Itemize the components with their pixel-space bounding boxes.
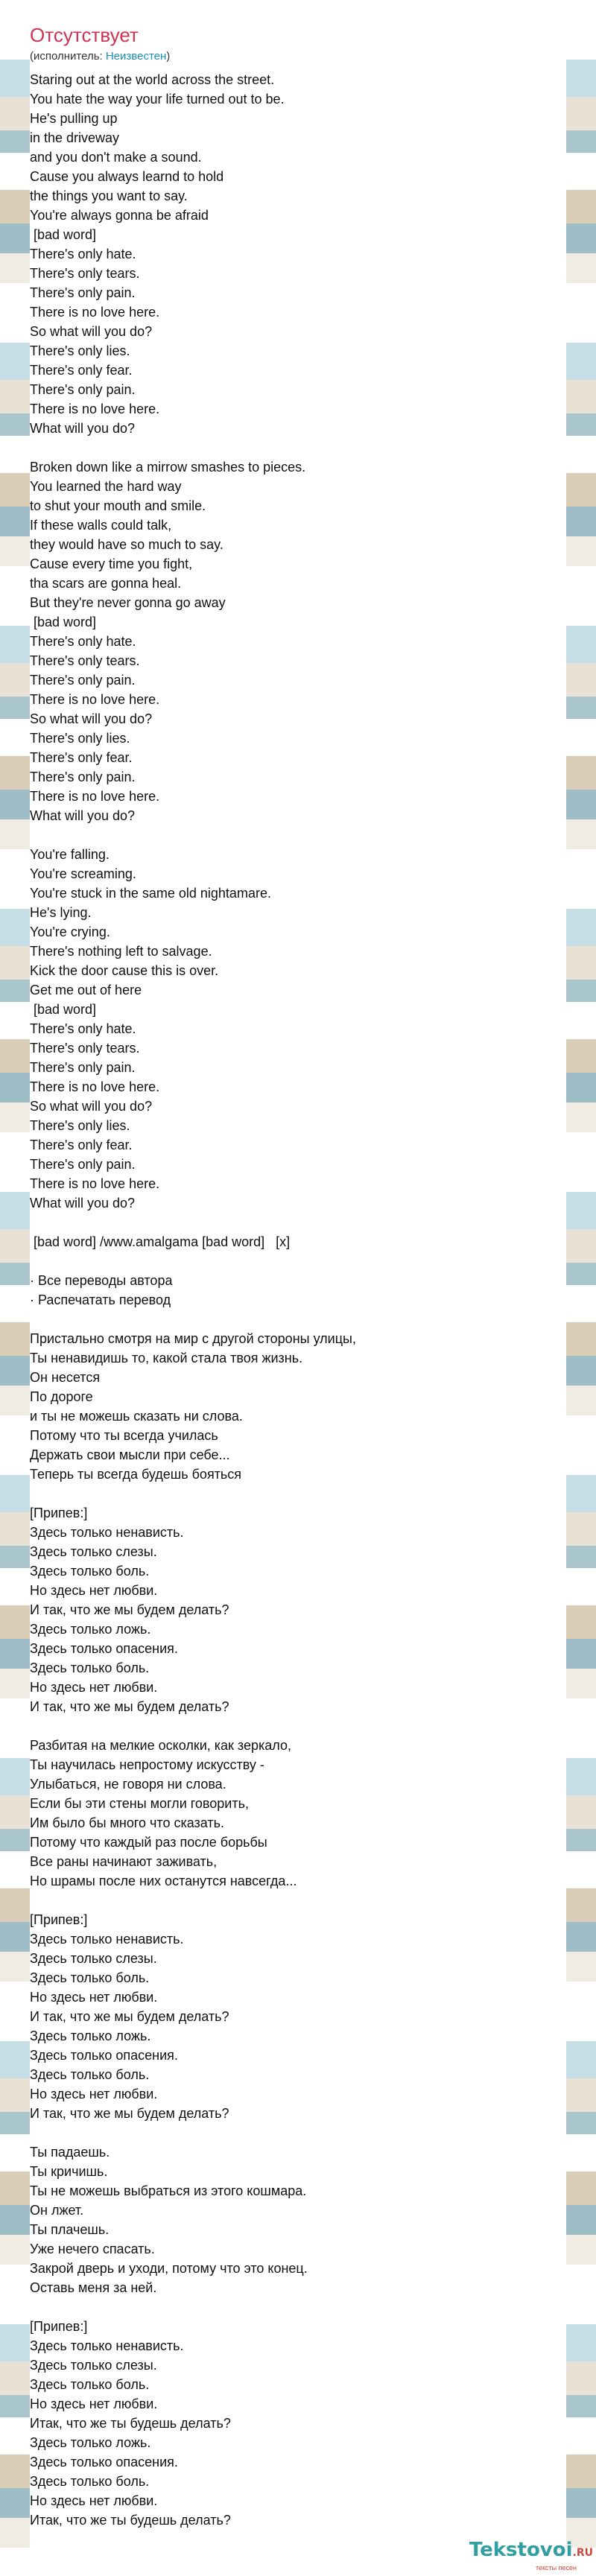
original-lyric-line: [bad word] [30, 227, 97, 242]
translation-lyric-line: Улыбаться, не говоря ни слова. [30, 1777, 226, 1792]
performer-suffix: ) [166, 50, 171, 63]
original-lyric-line: So what will you do? [30, 324, 153, 339]
original-lyric-line: There is no love here. [30, 305, 160, 320]
translation-lyric-line: Ты ненавидишь то, какой стала твоя жизнь. [30, 1351, 303, 1365]
translation-lyric-line: Ты научилась непростому искусству - [30, 1757, 264, 1772]
translation-lyric-line: Но здесь нет любви. [30, 1583, 158, 1598]
original-lyric-line: [bad word] /www.amalgama [bad word] [x] [30, 1234, 291, 1249]
decorative-left-band [0, 0, 30, 2576]
all-translations-link[interactable]: · Все переводы автора [30, 1273, 173, 1288]
translation-lyric-line [30, 2297, 566, 2317]
original-lyric-line: There's only hate. [30, 1021, 136, 1036]
original-lyric-line: There is no love here. [30, 1079, 160, 1094]
original-lyric-line: and you don't make a sound. [30, 150, 202, 165]
original-lyric-line: You're stuck in the same old nightamare. [30, 886, 271, 901]
lyrics-page [30, 0, 566, 2576]
translation-lyrics [30, 1310, 566, 2530]
original-lyric-line: the things you want to say. [30, 188, 188, 203]
original-lyric-line: There is no love here. [30, 402, 160, 416]
original-lyric-line: You're screaming. [30, 866, 136, 881]
logo-tagline: тексты песен [535, 2564, 577, 2572]
original-lyric-line: There's nothing left to salvage. [30, 944, 212, 959]
translation-lyric-line: Потому что каждый раз после борьбы [30, 1835, 267, 1850]
translation-lyric-line: Здесь только боль. [30, 1660, 150, 1675]
translation-lyric-line: Здесь только ложь. [30, 2028, 151, 2043]
logo-wordmark [469, 2539, 593, 2564]
translation-lyric-line: Ты плачешь. [30, 2222, 110, 2237]
translation-links [30, 1271, 566, 1310]
translation-lyric-line: Но здесь нет любви. [30, 2396, 158, 2411]
original-lyric-line: Get me out of here [30, 983, 142, 997]
song-title: Отсутствует [30, 24, 139, 46]
translation-lyric-line: Закрой дверь и уходи, потому что это конец. [30, 2261, 308, 2276]
translation-lyric-line: Им было бы много что сказать. [30, 1815, 225, 1830]
original-lyric-line: tha scars are gonna heal. [30, 576, 182, 591]
original-lyric-line: There's only tears. [30, 653, 140, 668]
translation-lyric-line [30, 1716, 566, 1736]
translation-lyric-line [30, 2123, 566, 2142]
performer-link[interactable]: Неизвестен [105, 50, 167, 63]
translation-lyric-line: [Припев:] [30, 1506, 88, 1520]
link-all-translations[interactable] [30, 1271, 566, 1290]
original-lyric-line: You're always gonna be afraid [30, 208, 209, 223]
original-lyric-line: You learned the hard way [30, 479, 182, 494]
translation-lyric-line: Все раны начинают заживать, [30, 1854, 218, 1869]
translation-lyric-line: Здесь только опасения. [30, 1641, 178, 1656]
original-lyrics [30, 70, 566, 1271]
performer-info [30, 49, 566, 64]
original-lyric-line: There's only hate. [30, 634, 136, 649]
translation-lyric-line: Ты кричишь. [30, 2164, 108, 2179]
original-lyric-line: You're falling. [30, 847, 110, 862]
logo-tld: .RU [572, 2547, 593, 2559]
original-lyric-line: There's only lies. [30, 731, 130, 746]
original-lyric-line: There is no love here. [30, 692, 160, 707]
original-lyric-line: You hate the way your life turned out to be. [30, 92, 285, 107]
translation-lyric-line: Здесь только боль. [30, 2067, 150, 2082]
original-lyric-line: But they're never gonna go away [30, 595, 226, 610]
translation-lyric-line: Теперь ты всегда будешь бояться [30, 1467, 242, 1482]
original-lyric-line [30, 825, 566, 845]
original-lyric-line: Broken down like a mirrow smashes to pieces. [30, 460, 306, 475]
original-lyric-line: He's pulling up [30, 111, 118, 126]
translation-lyric-line: Держать свои мысли при себе... [30, 1447, 230, 1462]
original-lyric-line: There's only lies. [30, 343, 130, 358]
translation-lyric-line: Здесь только слезы. [30, 2358, 157, 2373]
original-lyric-line: to shut your mouth and smile. [30, 498, 206, 513]
translation-lyric-line: Здесь только слезы. [30, 1951, 157, 1966]
original-lyric-line: There's only pain. [30, 1157, 136, 1172]
translation-lyric-line: И так, что же мы будем делать? [30, 2106, 229, 2121]
original-lyric-line: Staring out at the world across the street. [30, 72, 275, 87]
translation-lyric-line: Оставь меня за ней. [30, 2280, 157, 2295]
translation-lyric-line: Но шрамы после них останутся навсегда... [30, 1874, 297, 1888]
translation-lyric-line: Но здесь нет любви. [30, 1990, 158, 2005]
translation-lyric-line: И так, что же мы будем делать? [30, 1602, 229, 1617]
original-lyric-line: There is no love here. [30, 789, 160, 804]
performer-prefix: (исполнитель: [30, 50, 106, 63]
original-lyric-line: There's only fear. [30, 750, 133, 765]
translation-lyric-line: Ты не можешь выбраться из этого кошмара. [30, 2183, 307, 2198]
original-lyric-line: There's only tears. [30, 266, 140, 281]
translation-lyric-line: Здесь только ненависть. [30, 2338, 184, 2353]
print-translation-link[interactable]: · Распечатать перевод [30, 1292, 171, 1307]
translation-lyric-line: Итак, что же ты будешь делать? [30, 2416, 231, 2431]
original-lyric-line: Cause every time you fight, [30, 556, 193, 571]
translation-lyric-line: Здесь только ложь. [30, 2435, 151, 2450]
translation-lyric-line: Уже нечего спасать. [30, 2242, 155, 2256]
original-lyric-line: There's only pain. [30, 673, 136, 688]
logo-name: Tekstovoi [469, 2539, 573, 2561]
translation-lyric-line: Если бы эти стены могли говорить, [30, 1796, 249, 1811]
original-lyric-line: There's only fear. [30, 1138, 133, 1152]
translation-lyric-line: Ты падаешь. [30, 2145, 110, 2160]
original-lyric-line: There's only pain. [30, 770, 136, 784]
translation-lyric-line: И так, что же мы будем делать? [30, 2009, 229, 2024]
original-lyric-line: What will you do? [30, 1196, 136, 1211]
original-lyric-line: There's only pain. [30, 1060, 136, 1075]
original-lyric-line: There's only tears. [30, 1041, 140, 1056]
translation-lyric-line: Он лжет. [30, 2203, 84, 2218]
original-lyric-line: What will you do? [30, 421, 136, 436]
translation-lyric-line: Здесь только боль. [30, 1564, 150, 1579]
translation-lyric-line [30, 1484, 566, 1503]
original-lyric-line: If these walls could talk, [30, 518, 172, 533]
translation-lyric-line: Здесь только слезы. [30, 1544, 157, 1559]
original-lyric-line: There's only fear. [30, 363, 133, 378]
translation-lyric-line: Здесь только опасения. [30, 2455, 178, 2469]
original-lyric-line: [bad word] [30, 615, 97, 629]
translation-lyric-line: Но здесь нет любви. [30, 2087, 158, 2101]
original-lyric-line: in the driveway [30, 130, 120, 145]
translation-lyric-line: Здесь только опасения. [30, 2048, 178, 2063]
original-lyric-line: Cause you always learnd to hold [30, 169, 224, 184]
translation-lyric-line: Здесь только ложь. [30, 1622, 151, 1637]
translation-lyric-line: Пристально смотря на мир с другой стороны улицы, [30, 1331, 356, 1346]
original-lyric-line: There's only lies. [30, 1118, 130, 1133]
original-lyric-line: There is no love here. [30, 1176, 160, 1191]
translation-lyric-line: Здесь только боль. [30, 2377, 150, 2392]
original-lyric-line [30, 438, 566, 457]
original-lyric-line: they would have so much to say. [30, 537, 224, 552]
translation-lyric-line: Он несется [30, 1370, 101, 1385]
original-lyric-line [30, 1213, 566, 1232]
translation-lyric-line: Итак, что же ты будешь делать? [30, 2513, 231, 2528]
original-lyric-line: There's only pain. [30, 382, 136, 397]
translation-lyric-line: Но здесь нет любви. [30, 1680, 158, 1695]
original-lyric-line: So what will you do? [30, 711, 153, 726]
translation-lyric-line: Но здесь нет любви. [30, 2493, 158, 2508]
decorative-right-band [566, 0, 596, 2576]
translation-lyric-line: Здесь только ненависть. [30, 1525, 184, 1540]
site-logo[interactable] [469, 2539, 593, 2572]
original-lyric-line: There's only pain. [30, 285, 136, 300]
translation-lyric-line [30, 1310, 566, 1329]
original-lyric-line: So what will you do? [30, 1099, 153, 1114]
original-lyric-line: You're crying. [30, 924, 110, 939]
original-lyric-line [30, 1251, 566, 1271]
translation-lyric-line: Здесь только боль. [30, 2474, 150, 2489]
original-lyric-line: There's only hate. [30, 247, 136, 261]
translation-lyric-line: и ты не можешь сказать ни слова. [30, 1409, 243, 1424]
translation-lyric-line: И так, что же мы будем делать? [30, 1699, 229, 1714]
original-lyric-line: [bad word] [30, 1002, 97, 1017]
original-lyric-line: He's lying. [30, 905, 92, 920]
translation-lyric-line: Потому что ты всегда училась [30, 1428, 218, 1443]
translation-lyric-line: Разбитая на мелкие осколки, как зеркало, [30, 1738, 291, 1753]
translation-lyric-line: По дороге [30, 1389, 93, 1404]
translation-lyric-line: Здесь только ненависть. [30, 1932, 184, 1947]
translation-lyric-line: [Припев:] [30, 1912, 88, 1927]
translation-lyric-line [30, 1891, 566, 1910]
translation-lyric-line: Здесь только боль. [30, 1970, 150, 1985]
link-print-translation[interactable] [30, 1290, 566, 1310]
original-lyric-line: What will you do? [30, 808, 136, 823]
translation-lyric-line: [Припев:] [30, 2319, 88, 2334]
original-lyric-line: Kick the door cause this is over. [30, 963, 219, 978]
